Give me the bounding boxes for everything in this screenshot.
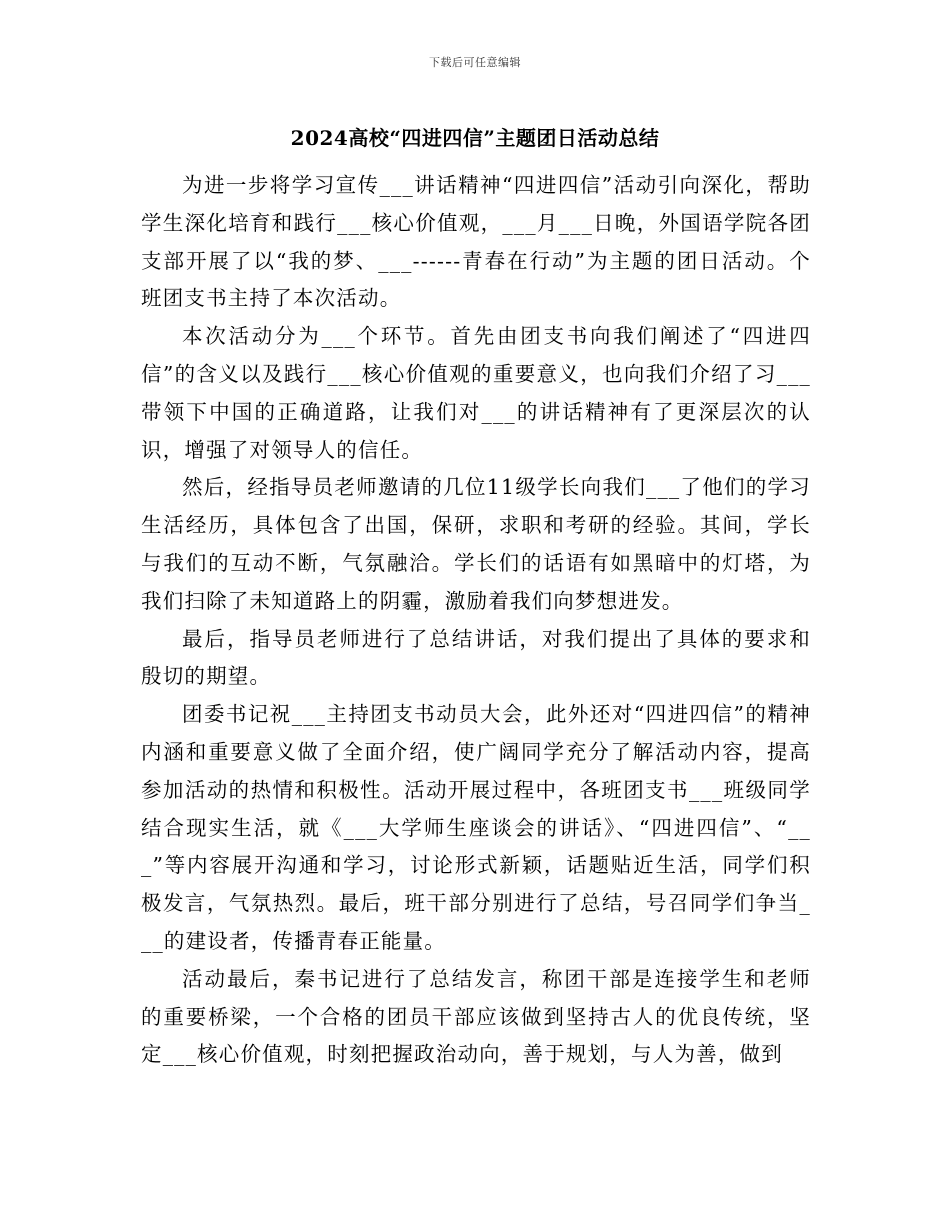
paragraph-2: 本次活动分为___个环节。首先由团支书向我们阐述了“四进四信”的含义以及践行___核心价值观的重要意义，也向我们介绍了习___带领下中国的正确道路，让我们对___的讲话精神有了更深层次的认识，增强了对领导人的信任。 [141,324,811,462]
paragraph-5: 团委书记祝___主持团支书动员大会，此外还对“四进四信”的精神内涵和重要意义做了全面介绍，使广阔同学充分了解活动内容，提高参加活动的热情和积极性。活动开展过程中，各班团支书___班级同学结合现实生活，就《___大学师生座谈会的讲话》、“四进四信”、“___”等内容展开沟通和学习，讨论形式新颖，话题贴近生活，同学们积极发言，气氛热烈。最后，班干部分别进行了总结，号召同学们争当___的建设者，传播青春正能量。 [141,702,811,953]
paragraph-6: 活动最后，秦书记进行了总结发言，称团干部是连接学生和老师的重要桥梁，一个合格的团员干部应该做到坚持古人的优良传统，坚定___核心价值观，时刻把握政治动向，善于规划，与人为善，做到 [141,966,811,1067]
document-title: 2024高校“四进四信”主题团日活动总结 [290,126,660,150]
paragraph-1: 为进一步将学习宣传___讲话精神“四进四信”活动引向深化，帮助学生深化培育和践行___核心价值观，___月___日晚，外国语学院各团支部开展了以“我的梦、___------青春在行动”为主题的团日活动。个班团支书主持了本次活动。 [141,173,811,311]
paragraph-4: 最后，指导员老师进行了总结讲话，对我们提出了具体的要求和殷切的期望。 [141,626,811,689]
paragraph-3: 然后，经指导员老师邀请的几位11级学长向我们___了他们的学习生活经历，具体包含了出国，保研，求职和考研的经验。其间，学长与我们的互动不断，气氛融洽。学长们的话语有如黑暗中的灯塔，为我们扫除了未知道路上的阴霾，激励着我们向梦想进发。 [141,475,811,613]
header-note: 下载后可任意编辑 [429,56,521,69]
document-body [141,167,811,1074]
